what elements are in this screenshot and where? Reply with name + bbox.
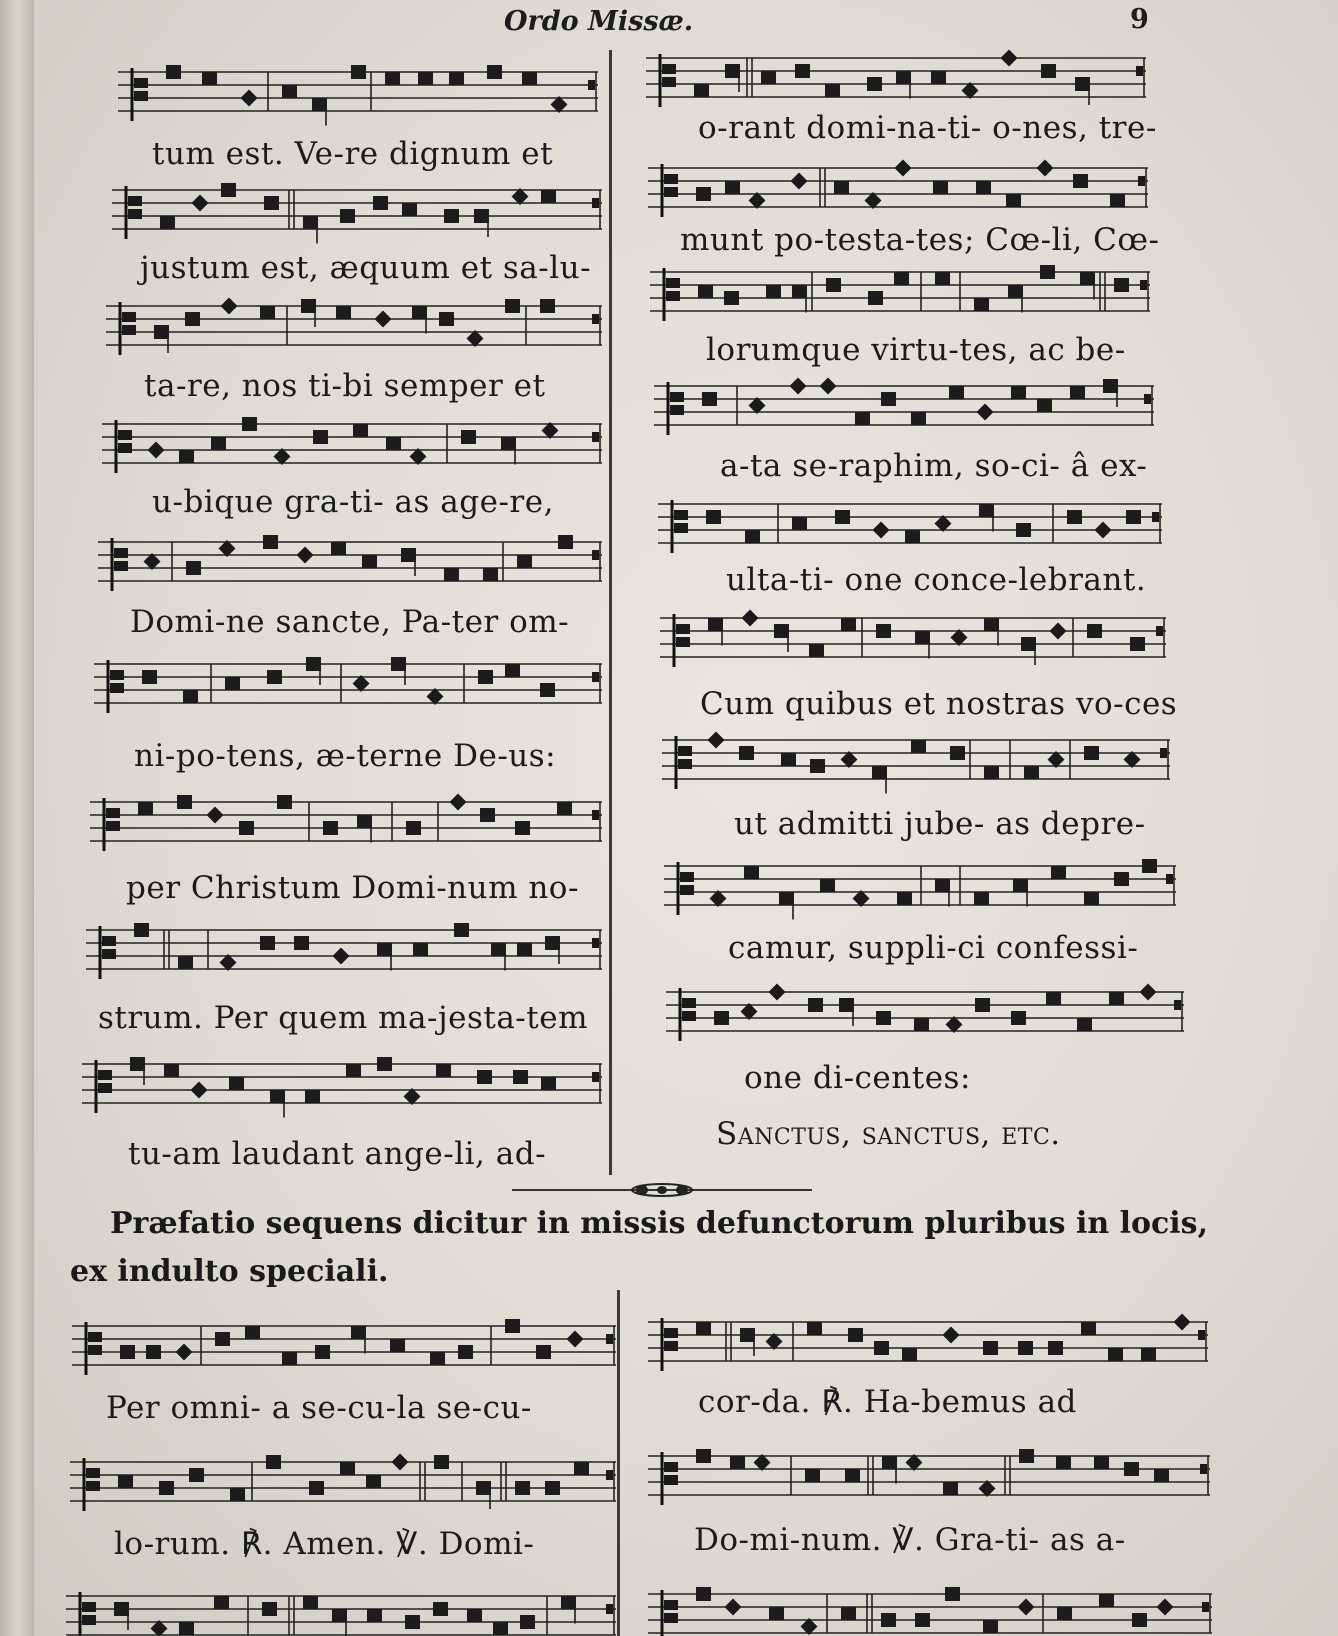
lyric-line: munt po-testa-tes; Cœ-li, Cœ- [680, 222, 1160, 258]
chant-staff [666, 988, 1184, 1036]
lyric-line: one di-centes: [744, 1060, 971, 1096]
rubric-line: Præfatio sequens dicitur in missis defunctorum pluribus in locis, [110, 1206, 1209, 1241]
chant-staff-graphic [650, 268, 1150, 320]
chant-staff-graphic [82, 1060, 602, 1112]
chant-staff [646, 54, 1146, 102]
lyric-line: ut admitti jube- as depre- [734, 806, 1146, 842]
chant-staff-graphic [654, 382, 1154, 434]
lyric-line: lo-rum. ℟. Amen. ℣. Domi- [114, 1526, 535, 1562]
lyric-line: Sanctus, sanctus, etc. [716, 1116, 1061, 1152]
chant-staff-graphic [106, 302, 602, 354]
chant-staff [650, 268, 1150, 316]
lyric-line: Cum quibus et nostras vo-ces [700, 686, 1178, 722]
chant-staff [658, 500, 1162, 548]
page-number: 9 [1130, 4, 1149, 35]
chant-staff-graphic [90, 798, 602, 850]
book-page [34, 0, 1338, 1636]
chant-staff-graphic [98, 538, 602, 590]
chant-staff [662, 736, 1170, 784]
running-title: Ordo Missæ. [504, 6, 694, 37]
lyric-line: camur, suppli-ci confessi- [728, 930, 1139, 966]
chant-staff [102, 420, 602, 468]
lyric-line: a-ta se-raphim, so-ci- â ex- [720, 448, 1148, 484]
chant-staff [648, 1318, 1208, 1366]
lyric-line: ulta-ti- one conce-lebrant. [726, 562, 1147, 598]
chant-staff-graphic [102, 420, 602, 472]
lyric-line: strum. Per quem ma-jesta-tem [98, 1000, 588, 1036]
chant-staff [648, 1590, 1212, 1636]
chant-staff-graphic [646, 54, 1146, 106]
lyric-line: cor-da. ℟. Ha-bemus ad [698, 1384, 1077, 1420]
chant-staff [660, 614, 1166, 662]
chant-staff [66, 1592, 616, 1636]
chant-staff-graphic [66, 1592, 616, 1636]
lyric-line: ta-re, nos ti-bi semper et [144, 368, 546, 404]
chant-staff-graphic [94, 660, 602, 712]
lyric-line: ni-po-tens, æ-terne De-us: [134, 738, 557, 774]
chant-staff [82, 1060, 602, 1108]
lyric-line: u-bique gra-ti- as age-re, [152, 484, 554, 520]
lyric-line: tu-am laudant ange-li, ad- [128, 1136, 547, 1172]
lyric-line: Per omni- a se-cu-la se-cu- [106, 1390, 532, 1426]
lyric-line: per Christum Domi-num no- [126, 870, 579, 906]
chant-staff [106, 302, 602, 350]
chant-staff-graphic [70, 1458, 616, 1510]
lyric-line: o-rant domi-na-ti- o-nes, tre- [698, 110, 1157, 146]
chant-staff [648, 164, 1148, 212]
chant-staff [112, 186, 602, 234]
running-head [34, 4, 1338, 40]
chant-staff [648, 1452, 1210, 1500]
chant-staff [98, 538, 602, 586]
chant-staff [654, 382, 1154, 430]
chant-staff [72, 1322, 616, 1370]
chant-staff-graphic [86, 926, 602, 978]
chant-staff-graphic [648, 1590, 1212, 1636]
chant-staff [86, 926, 602, 974]
column-divider-upper [609, 50, 612, 1175]
rubric-line: ex indulto speciali. [70, 1254, 389, 1289]
lyric-line: justum est, æquum et sa-lu- [140, 250, 592, 286]
chant-staff [664, 862, 1176, 910]
lyric-line: lorumque virtu-tes, ac be- [706, 332, 1126, 368]
chant-staff [94, 660, 602, 708]
chant-staff-graphic [72, 1322, 616, 1374]
chant-staff-graphic [118, 68, 598, 120]
lyric-line: Domi-ne sancte, Pa-ter om- [130, 604, 570, 640]
lyric-line: tum est. Ve-re dignum et [152, 136, 554, 172]
chant-staff-graphic [666, 988, 1184, 1040]
chant-staff [70, 1458, 616, 1506]
chant-staff [118, 68, 598, 116]
lyric-line: Do-mi-num. ℣. Gra-ti- as a- [694, 1522, 1126, 1558]
chant-staff-graphic [648, 164, 1148, 216]
chant-staff-graphic [660, 614, 1166, 666]
column-divider-lower [617, 1290, 620, 1636]
decorative-ornament [512, 1180, 812, 1200]
chant-staff-graphic [648, 1452, 1210, 1504]
chant-staff-graphic [658, 500, 1162, 552]
chant-staff-graphic [664, 862, 1176, 914]
chant-staff-graphic [112, 186, 602, 238]
chant-staff-graphic [662, 736, 1170, 788]
chant-staff [90, 798, 602, 846]
chant-staff-graphic [648, 1318, 1208, 1370]
